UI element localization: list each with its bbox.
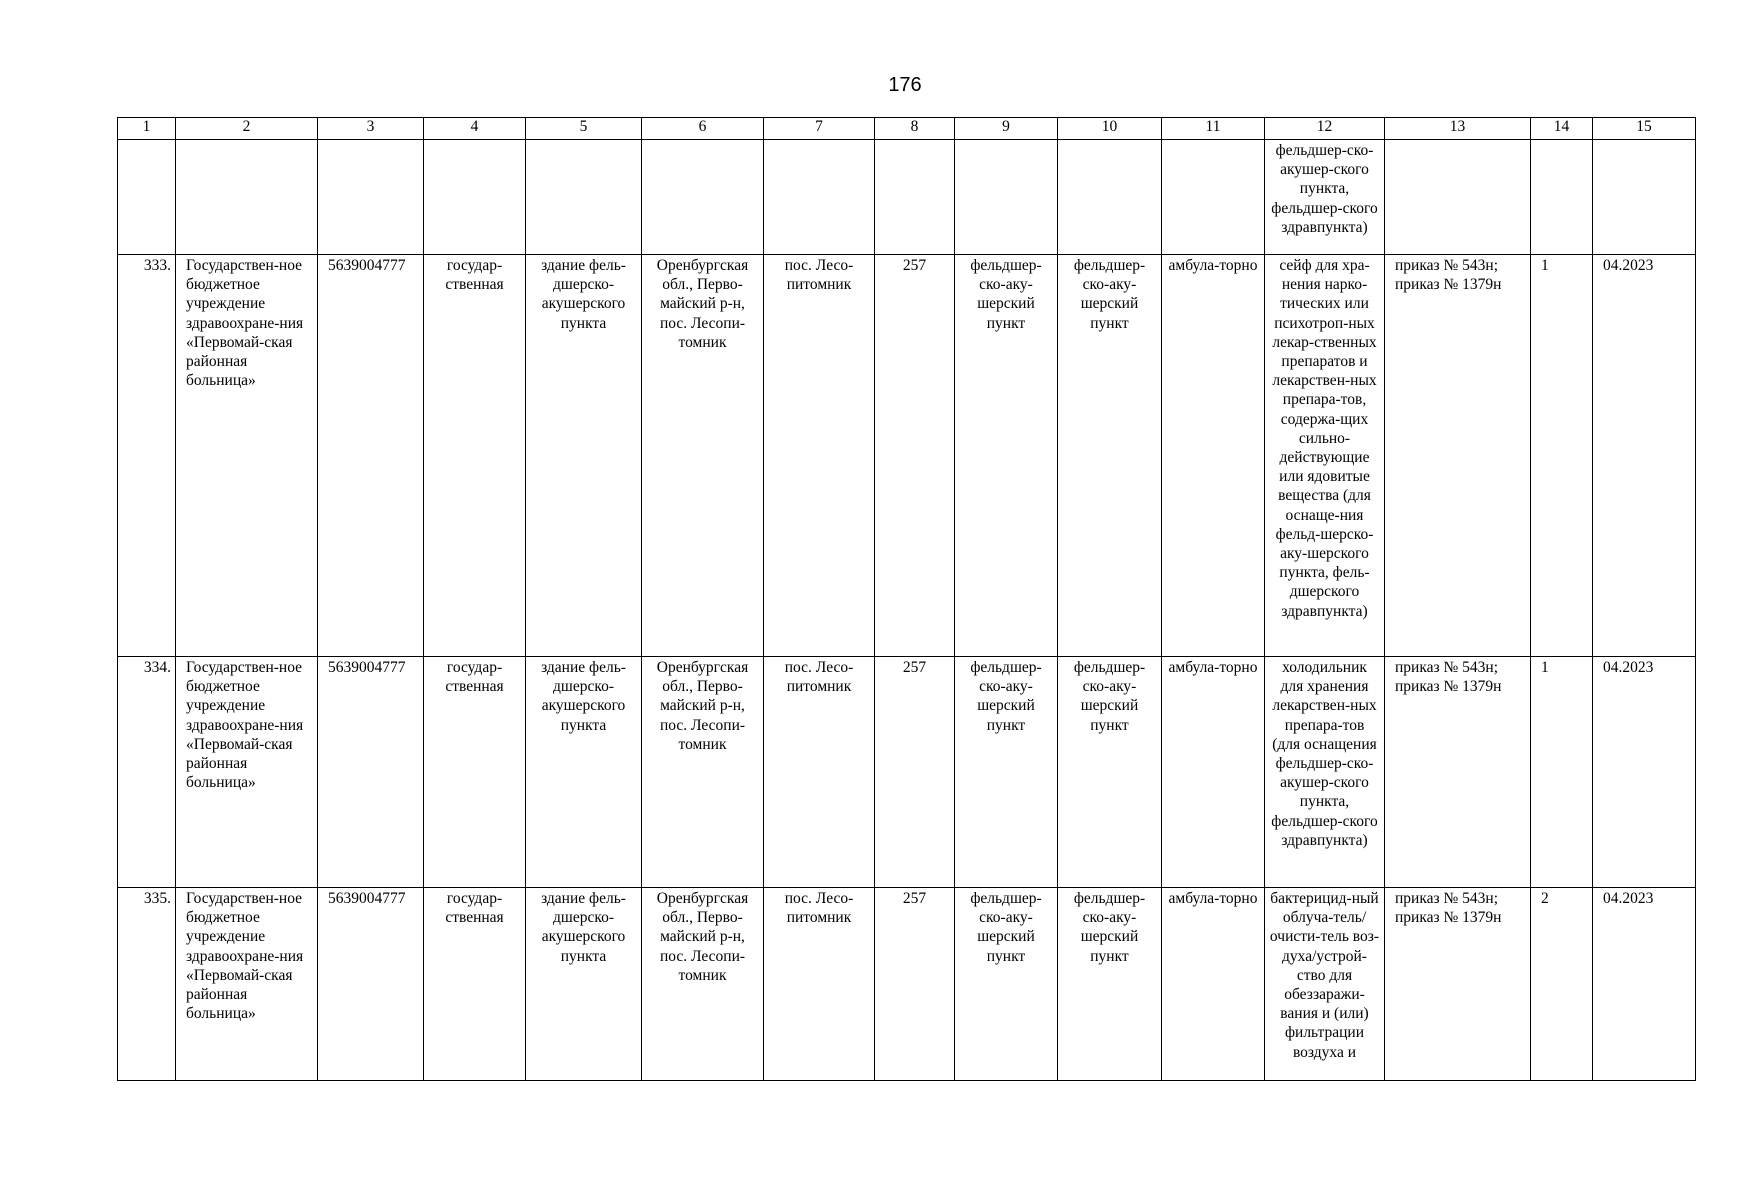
empty-cell: [526, 140, 642, 255]
continuation-row: [118, 140, 1696, 255]
column-header: 14: [1531, 118, 1593, 140]
empty-cell: [764, 140, 875, 255]
page-number: 176: [888, 74, 922, 96]
row-number-cell: 334.: [118, 657, 176, 888]
address-cell: Оренбургская обл., Перво-майский р-н, пос. Лесопи-томник: [642, 657, 764, 888]
column-header: 15: [1593, 118, 1696, 140]
row-number-cell: 333.: [118, 255, 176, 657]
equipment-cell: сейф для хра-нения нарко-тических или психотроп-ных лекар-ственных препаратов и лекарствен-ных препара-тов, содержа-щих сильно-действующие или ядовитые вещества (для оснаще-ния фельд-шерско-аку-шерского пункта, фель-дшерского здравпункта): [1265, 255, 1385, 657]
column-header: 2: [176, 118, 318, 140]
settlement-cell: пос. Лесо-питомник: [764, 888, 875, 1081]
empty-cell: [875, 140, 955, 255]
equipment-cell: бактерицид-ный облуча-тель/очисти-тель воз-духа/устрой-ство для обеззаражи-вания и (или) фильтрации воздуха и: [1265, 888, 1385, 1081]
ownership-cell: государ-ственная: [424, 657, 526, 888]
column-header: 12: [1265, 118, 1385, 140]
building-cell: здание фель-дшерско-акушерского пункта: [526, 657, 642, 888]
column-header: 7: [764, 118, 875, 140]
row-number-cell: 335.: [118, 888, 176, 1081]
quantity-cell: 1: [1531, 255, 1593, 657]
unit-name-cell: фельдшер-ско-аку-шерский пункт: [1058, 888, 1162, 1081]
building-cell: здание фель-дшерско-акушерского пункта: [526, 888, 642, 1081]
empty-cell: [955, 140, 1058, 255]
organization-cell: Государствен-ное бюджетное учреждение здравоохране-ния «Первомай-ская районная больница»: [176, 888, 318, 1081]
care-form-cell: амбула-торно: [1162, 255, 1265, 657]
empty-cell: [642, 140, 764, 255]
equipment-cell: фельдшер-ско-акушер-ского пункта, фельдшер-ского здравпункта): [1265, 140, 1385, 255]
quantity-cell: 1: [1531, 657, 1593, 888]
care-form-cell: амбула-торно: [1162, 657, 1265, 888]
unit-name-cell: фельдшер-ско-аку-шерский пункт: [1058, 255, 1162, 657]
table-row: [118, 657, 1696, 888]
column-header: 6: [642, 118, 764, 140]
date-cell: 04.2023: [1593, 255, 1696, 657]
ownership-cell: государ-ственная: [424, 888, 526, 1081]
inn-cell: 5639004777: [318, 657, 424, 888]
population-cell: 257: [875, 888, 955, 1081]
basis-cell: приказ № 543н; приказ № 1379н: [1385, 255, 1531, 657]
care-form-cell: амбула-торно: [1162, 888, 1265, 1081]
table-row: [118, 255, 1696, 657]
inn-cell: 5639004777: [318, 888, 424, 1081]
empty-cell: [1385, 140, 1531, 255]
column-header: 10: [1058, 118, 1162, 140]
column-header: 1: [118, 118, 176, 140]
basis-cell: приказ № 543н; приказ № 1379н: [1385, 888, 1531, 1081]
empty-cell: [176, 140, 318, 255]
date-cell: 04.2023: [1593, 657, 1696, 888]
column-header: 5: [526, 118, 642, 140]
building-cell: здание фель-дшерско-акушерского пункта: [526, 255, 642, 657]
address-cell: Оренбургская обл., Перво-майский р-н, пос. Лесопи-томник: [642, 255, 764, 657]
population-cell: 257: [875, 255, 955, 657]
unit-type-cell: фельдшер-ско-аку-шерский пункт: [955, 255, 1058, 657]
empty-cell: [118, 140, 176, 255]
empty-cell: [1531, 140, 1593, 255]
unit-name-cell: фельдшер-ско-аку-шерский пункт: [1058, 657, 1162, 888]
settlement-cell: пос. Лесо-питомник: [764, 657, 875, 888]
empty-cell: [1058, 140, 1162, 255]
population-cell: 257: [875, 657, 955, 888]
column-number-header-row: [118, 118, 1696, 140]
organization-cell: Государствен-ное бюджетное учреждение здравоохране-ния «Первомай-ская районная больница»: [176, 255, 318, 657]
settlement-cell: пос. Лесо-питомник: [764, 255, 875, 657]
quantity-cell: 2: [1531, 888, 1593, 1081]
date-cell: 04.2023: [1593, 888, 1696, 1081]
column-header: 3: [318, 118, 424, 140]
unit-type-cell: фельдшер-ско-аку-шерский пункт: [955, 657, 1058, 888]
column-header: 11: [1162, 118, 1265, 140]
basis-cell: приказ № 543н; приказ № 1379н: [1385, 657, 1531, 888]
unit-type-cell: фельдшер-ско-аку-шерский пункт: [955, 888, 1058, 1081]
ownership-cell: государ-ственная: [424, 255, 526, 657]
inn-cell: 5639004777: [318, 255, 424, 657]
empty-cell: [318, 140, 424, 255]
empty-cell: [1593, 140, 1696, 255]
address-cell: Оренбургская обл., Перво-майский р-н, пос. Лесопи-томник: [642, 888, 764, 1081]
equipment-table: [117, 117, 1696, 1081]
column-header: 8: [875, 118, 955, 140]
table-row: [118, 888, 1696, 1081]
column-header: 4: [424, 118, 526, 140]
column-header: 13: [1385, 118, 1531, 140]
equipment-cell: холодильник для хранения лекарствен-ных препара-тов (для оснащения фельдшер-ско-акушер-ского пункта, фельдшер-ского здравпункта): [1265, 657, 1385, 888]
empty-cell: [424, 140, 526, 255]
organization-cell: Государствен-ное бюджетное учреждение здравоохране-ния «Первомай-ская районная больница»: [176, 657, 318, 888]
empty-cell: [1162, 140, 1265, 255]
column-header: 9: [955, 118, 1058, 140]
